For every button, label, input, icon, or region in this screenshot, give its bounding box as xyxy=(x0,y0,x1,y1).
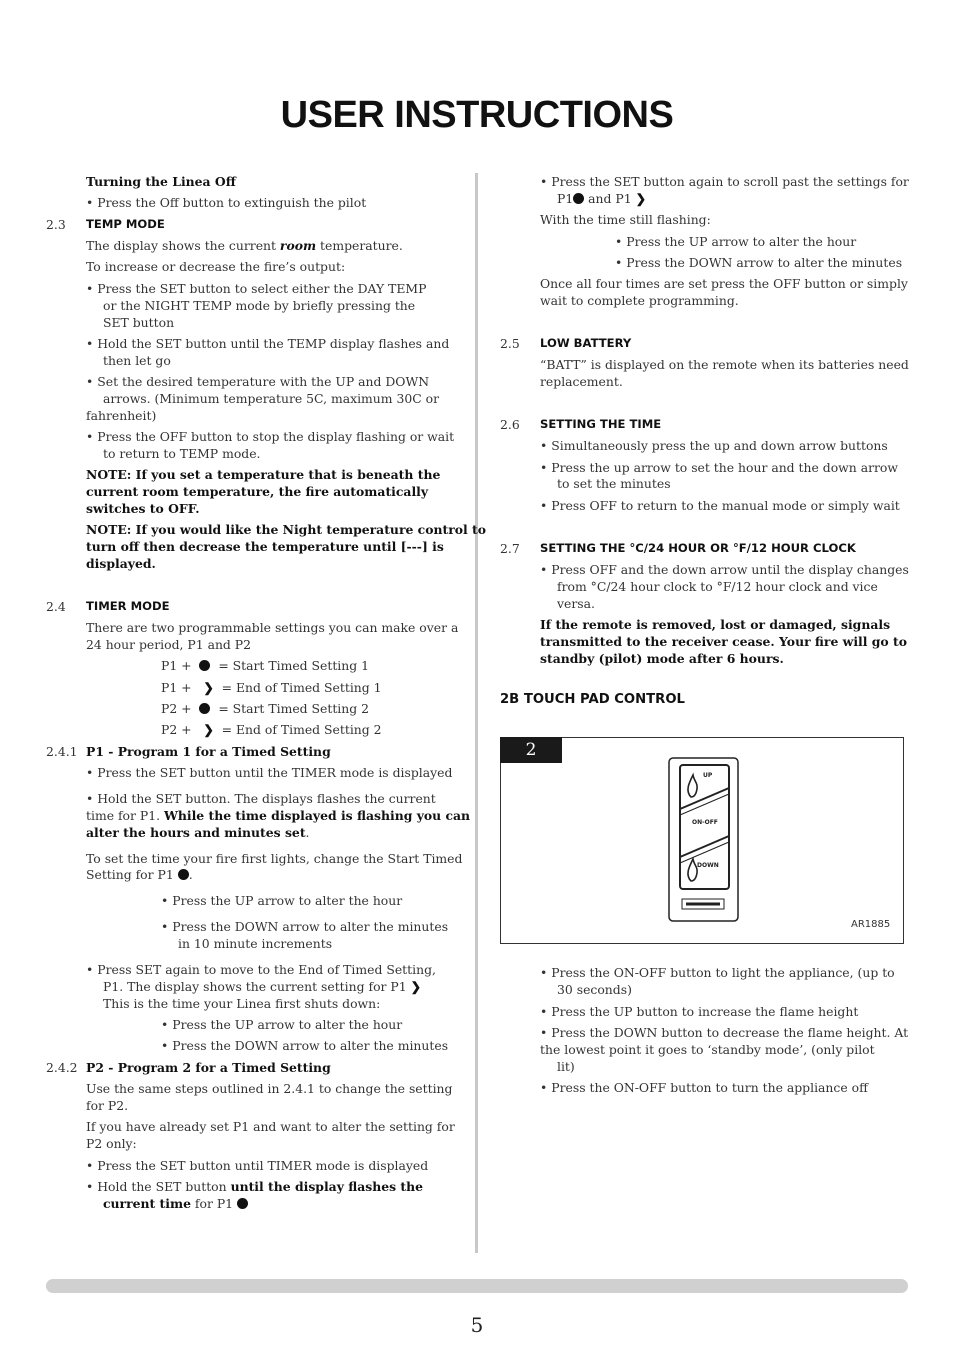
sub-bullet: • Press the UP arrow to alter the hour xyxy=(615,234,857,249)
note-line: displayed. xyxy=(86,556,156,571)
bullet-line: • Press OFF and the down arrow until the display changes xyxy=(540,562,909,577)
sun-dot-icon xyxy=(573,193,584,204)
bullet-line: • Hold the SET button. The displays flashes the current xyxy=(86,791,436,806)
paragraph: Use the same steps outlined in 2.4.1 to change the setting xyxy=(86,1081,453,1096)
pad-down-label: DOWN xyxy=(697,862,719,869)
bullet-line: SET button xyxy=(103,315,175,330)
paragraph: Setting for P1 . xyxy=(86,867,193,882)
timer-row: P1 + = Start Timed Setting 1 xyxy=(161,658,370,673)
paragraph: wait to complete programming. xyxy=(540,293,739,308)
bullet-line: 30 seconds) xyxy=(557,982,632,997)
turning-off-bullet: • Press the Off button to extinguish the pilot xyxy=(86,195,367,210)
warning-line: If the remote is removed, lost or damaged, signals xyxy=(540,617,891,632)
sun-dot-icon xyxy=(199,703,210,714)
paragraph: If you have already set P1 and want to alter the setting for xyxy=(86,1119,455,1134)
section-heading-setting-time: SETTING THE TIME xyxy=(540,417,662,431)
bullet-line: • Press the up arrow to set the hour and the down arrow xyxy=(540,460,898,475)
figure-number-tag: 2 xyxy=(500,737,562,763)
bullet-line: or the NIGHT TEMP mode by briefly pressing the xyxy=(103,298,416,313)
note-line: switches to OFF. xyxy=(86,501,200,516)
sun-dot-icon xyxy=(237,1198,248,1209)
bullet-line: • Press the SET button to select either the DAY TEMP xyxy=(86,281,427,296)
bullet-line: P1 and P1 ❯ xyxy=(557,191,646,206)
paragraph: Once all four times are set press the OFF button or simply xyxy=(540,276,908,291)
column-divider xyxy=(475,173,478,1253)
page-number: 5 xyxy=(470,1313,484,1337)
bullet-line: • Press the SET button until the TIMER mode is displayed xyxy=(86,765,453,780)
paragraph: P2 only: xyxy=(86,1136,137,1151)
paragraph: “BATT” is displayed on the remote when its batteries need xyxy=(540,357,909,372)
bullet-line: • Press the UP button to increase the flame height xyxy=(540,1004,859,1019)
bullet-line: • Press SET again to move to the End of Timed Setting, xyxy=(86,962,436,977)
subsection-heading-p2: P2 - Program 2 for a Timed Setting xyxy=(86,1060,331,1075)
section-number: 2.4.2 xyxy=(46,1060,78,1075)
note-line: NOTE: If you would like the Night temperature control to xyxy=(86,522,487,537)
note-line: current room temperature, the fire automatically xyxy=(86,484,429,499)
paragraph: The display shows the current room temperature. xyxy=(86,238,403,253)
sub-bullet: • Press the DOWN arrow to alter the minutes xyxy=(615,255,903,270)
bullet-line: alter the hours and minutes set. xyxy=(86,825,310,840)
paragraph: for P2. xyxy=(86,1098,129,1113)
bullet-line: the lowest point it goes to ‘standby mode’, (only pilot xyxy=(540,1042,875,1057)
note-line: turn off then decrease the temperature until [---] is xyxy=(86,539,444,554)
footer-bar xyxy=(46,1279,908,1293)
turning-off-heading: Turning the Linea Off xyxy=(86,174,236,189)
section-heading-touch-pad: 2B TOUCH PAD CONTROL xyxy=(500,692,685,707)
sun-dot-icon xyxy=(199,660,210,671)
bullet-line: • Press the ON-OFF button to turn the appliance off xyxy=(540,1080,868,1095)
section-number: 2.3 xyxy=(46,217,66,232)
section-heading-clock: SETTING THE °C/24 HOUR OR °F/12 HOUR CLOCK xyxy=(540,541,856,555)
moon-icon: ❯ xyxy=(203,722,214,737)
sub-bullet: • Press the UP arrow to alter the hour xyxy=(161,893,403,908)
bullet-line: • Press the SET button until TIMER mode is displayed xyxy=(86,1158,429,1173)
bullet-line: • Hold the SET button until the TEMP display flashes and xyxy=(86,336,450,351)
moon-icon: ❯ xyxy=(635,191,646,206)
figure-reference: AR1885 xyxy=(851,919,891,930)
touch-pad-illustration xyxy=(668,757,740,923)
paragraph: replacement. xyxy=(540,374,623,389)
bullet-line: then let go xyxy=(103,353,171,368)
bullet-line: time for P1. While the time displayed is flashing you can xyxy=(86,808,471,823)
section-number: 2.5 xyxy=(500,336,520,351)
bullet-line: • Set the desired temperature with the UP and DOWN xyxy=(86,374,430,389)
section-heading-temp-mode: TEMP MODE xyxy=(86,217,165,231)
bullet-line: lit) xyxy=(557,1059,575,1074)
pad-on-off-label: ON-OFF xyxy=(692,819,718,826)
bullet-line: • Simultaneously press the up and down arrow buttons xyxy=(540,438,888,453)
bullet-line: current time for P1 xyxy=(103,1195,248,1212)
paragraph: There are two programmable settings you can make over a xyxy=(86,620,459,635)
warning-line: transmitted to the receiver cease. Your fire will go to xyxy=(540,634,907,649)
bullet-line: • Press the ON-OFF button to light the appliance, (up to xyxy=(540,965,895,980)
note-line: NOTE: If you set a temperature that is beneath the xyxy=(86,467,441,482)
paragraph: With the time still flashing: xyxy=(540,212,711,227)
section-number: 2.4.1 xyxy=(46,744,78,759)
page-title: USER INSTRUCTIONS xyxy=(280,94,674,136)
bullet-line: to return to TEMP mode. xyxy=(103,446,261,461)
bullet-line: • Press the DOWN button to decrease the flame height. At xyxy=(540,1025,909,1040)
warning-line: standby (pilot) mode after 6 hours. xyxy=(540,651,784,666)
bullet-line: arrows. (Minimum temperature 5C, maximum 30C or xyxy=(103,391,440,406)
section-number: 2.4 xyxy=(46,599,66,614)
bullet-line: • Press OFF to return to the manual mode or simply wait xyxy=(540,498,900,513)
timer-row: P2 + ❯ = End of Timed Setting 2 xyxy=(161,722,382,737)
subsection-heading-p1: P1 - Program 1 for a Timed Setting xyxy=(86,744,331,759)
sub-bullet: • Press the DOWN arrow to alter the minutes xyxy=(161,1038,449,1053)
paragraph: To set the time your fire first lights, change the Start Timed xyxy=(86,851,463,866)
section-number: 2.7 xyxy=(500,541,520,556)
bullet-line: versa. xyxy=(557,596,595,611)
section-heading-low-battery: LOW BATTERY xyxy=(540,336,632,350)
sub-bullet: in 10 minute increments xyxy=(178,936,333,951)
bullet-line: fahrenheit) xyxy=(86,408,157,423)
sun-dot-icon xyxy=(178,869,189,880)
bullet-line: from °C/24 hour clock to °F/12 hour clock and vice xyxy=(557,579,878,594)
bullet-line: • Press the SET button again to scroll past the settings for xyxy=(540,174,909,189)
bullet-line: • Press the OFF button to stop the display flashing or wait xyxy=(86,429,455,444)
bullet-line: to set the minutes xyxy=(557,476,671,491)
section-number: 2.6 xyxy=(500,417,520,432)
pad-up-label: UP xyxy=(703,772,713,779)
bullet-line: P1. The display shows the current setting for P1 ❯ xyxy=(103,979,421,994)
paragraph: To increase or decrease the fire’s output: xyxy=(86,259,346,274)
moon-icon: ❯ xyxy=(203,680,214,695)
moon-icon: ❯ xyxy=(410,979,421,994)
sub-bullet: • Press the DOWN arrow to alter the minutes xyxy=(161,919,449,934)
timer-row: P2 + = Start Timed Setting 2 xyxy=(161,701,370,716)
paragraph: 24 hour period, P1 and P2 xyxy=(86,637,252,652)
sub-bullet: • Press the UP arrow to alter the hour xyxy=(161,1017,403,1032)
bullet-line: This is the time your Linea first shuts down: xyxy=(103,996,381,1011)
bullet-line: • Hold the SET button until the display flashes the xyxy=(86,1179,424,1194)
section-heading-timer-mode: TIMER MODE xyxy=(86,599,170,613)
timer-row: P1 + ❯ = End of Timed Setting 1 xyxy=(161,680,382,695)
